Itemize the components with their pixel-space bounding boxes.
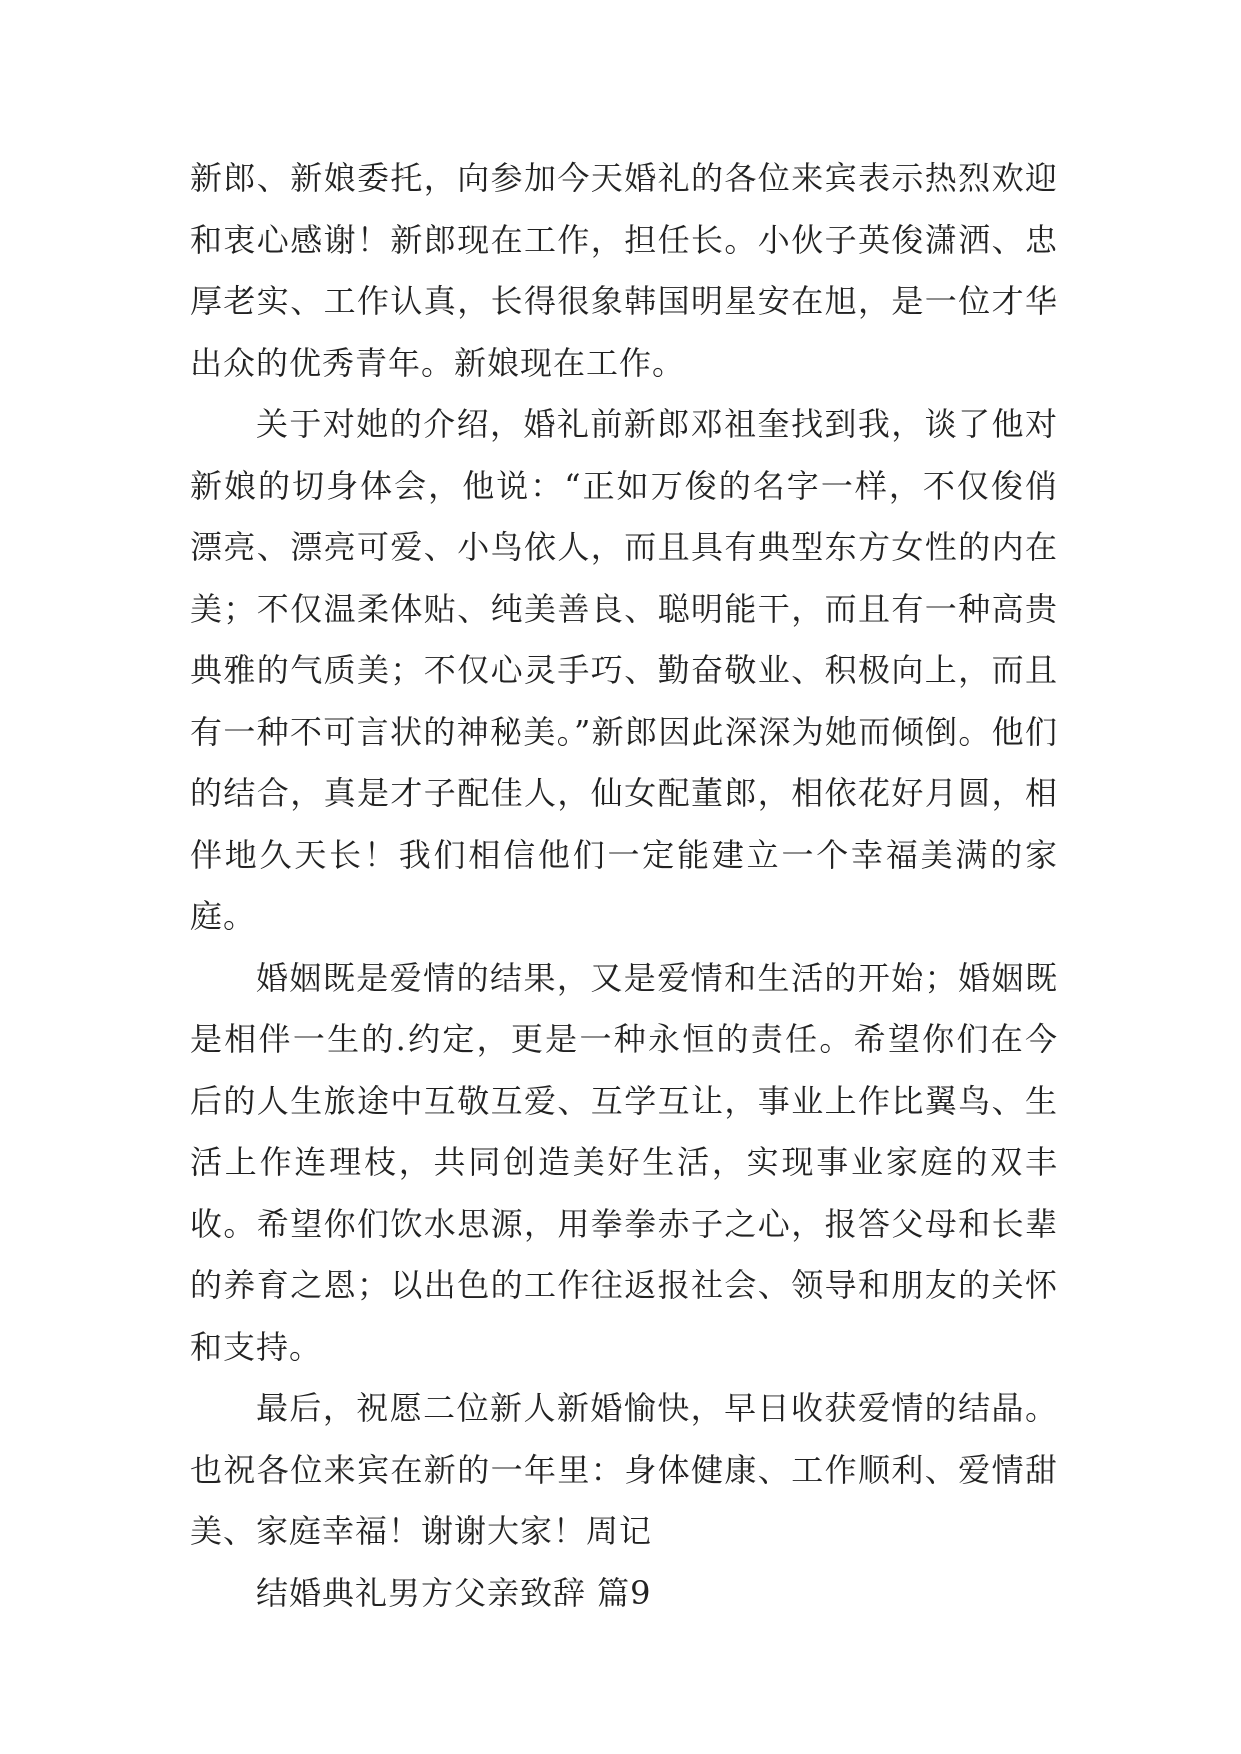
paragraph-1: 新郎、新娘委托，向参加今天婚礼的各位来宾表示热烈欢迎和衷心感谢！新郎现在工作，担任长。小伙子英俊潇洒、忠厚老实、工作认真，长得很象韩国明星安在旭，是一位才华出众的优秀青年。新娘现在工作。 [190, 159, 1058, 382]
paragraph-4: 最后，祝愿二位新人新婚愉快，早日收获爱情的结晶。也祝各位来宾在新的一年里：身体健康、工作顺利、爱情甜美、家庭幸福！谢谢大家！周记 [190, 1389, 1058, 1550]
paragraph-2: 关于对她的介绍，婚礼前新郎邓祖奎找到我，谈了他对新娘的切身体会，他说：“正如万俊的名字一样，不仅俊俏漂亮、漂亮可爱、小鸟依人，而且具有典型东方女性的内在美；不仅温柔体贴、纯美善良、聪明能干，而且有一种高贵典雅的气质美；不仅心灵手巧、勤奋敬业、积极向上，而且有一种不可言状的神秘美。”新郎因此深深为她而倾倒。他们的结合，真是才子配佳人，仙女配董郎，相依花好月圆，相伴地久天长！我们相信他们一定能建立一个幸福美满的家庭。 [190, 405, 1058, 935]
paragraph-3: 婚姻既是爱情的结果，又是爱情和生活的开始；婚姻既是相伴一生的.约定，更是一种永恒的责任。希望你们在今后的人生旅途中互敬互爱、互学互让，事业上作比翼鸟、生活上作连理枝，共同创造美好生活，实现事业家庭的双丰收。希望你们饮水思源，用拳拳赤子之心，报答父母和长辈的养育之恩；以出色的工作往返报社会、领导和朋友的关怀和支持。 [190, 958, 1058, 1366]
document-body [190, 148, 1058, 1624]
section-heading: 结婚典礼男方父亲致辞 篇9 [256, 1573, 652, 1612]
